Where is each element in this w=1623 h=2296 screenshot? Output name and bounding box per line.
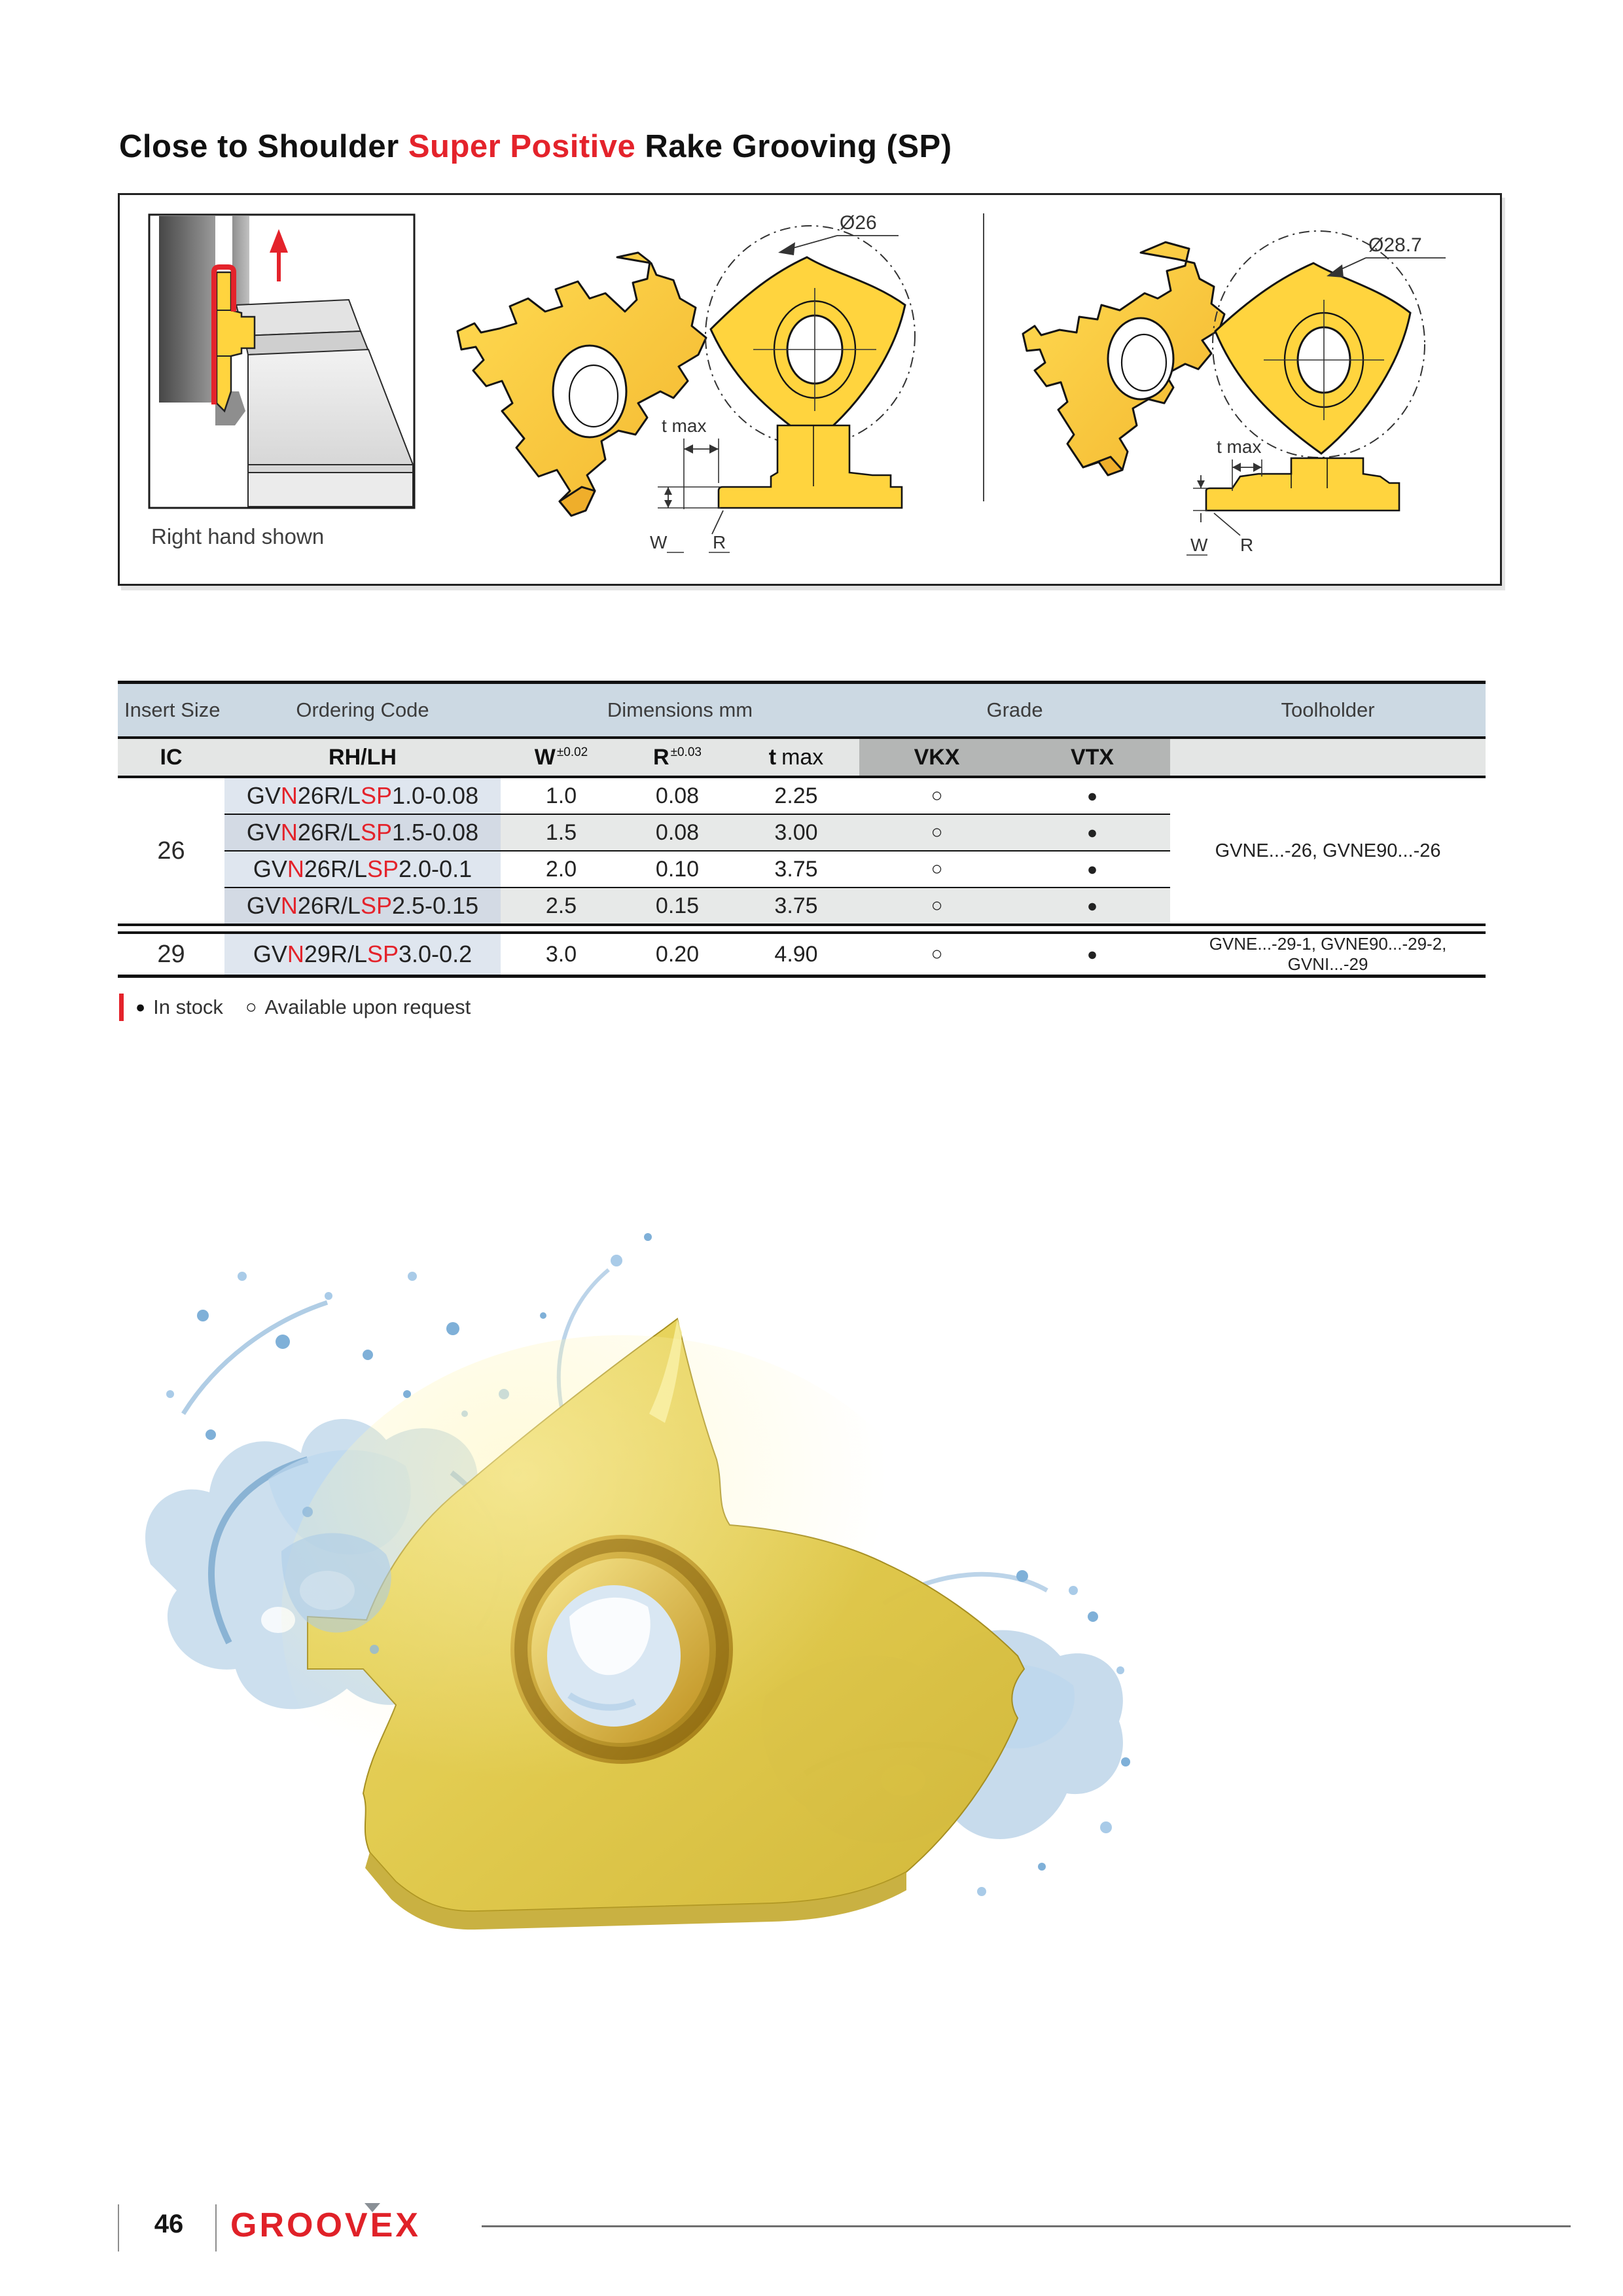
- diagram-caption: Right hand shown: [151, 524, 325, 548]
- brand-logo: GROOVEX: [230, 2206, 421, 2244]
- ordering-code: GVN26R/LSP2.0-0.1: [224, 851, 501, 888]
- col-ic: IC: [118, 738, 224, 777]
- brand-logo-triangle-icon: [365, 2203, 380, 2212]
- w-tolerance: ±0.02: [556, 745, 588, 760]
- col-toolholder-sub: [1170, 738, 1486, 777]
- w-value: 2.0: [501, 851, 622, 888]
- w-label-26: W: [650, 532, 668, 552]
- insert-profile-26: [650, 416, 902, 552]
- available-label: Available upon request: [264, 996, 471, 1018]
- page-number: 46: [154, 2210, 184, 2238]
- col-grade: Grade: [859, 683, 1170, 738]
- insert-top-view-26: [705, 212, 915, 446]
- tmax-value: 4.90: [733, 933, 859, 977]
- vkx-availability: ○: [859, 888, 1014, 925]
- r-label-29: R: [1240, 535, 1254, 555]
- vtx-availability: ●: [1014, 888, 1170, 925]
- page-title: [119, 128, 952, 165]
- footer-rule: [482, 2225, 1571, 2227]
- col-toolholder: Toolholder: [1170, 683, 1486, 738]
- col-insert-size: Insert Size: [118, 683, 224, 738]
- tmax-value: 3.75: [733, 851, 859, 888]
- vkx-availability: ○: [859, 777, 1014, 814]
- col-tmax: t max: [733, 738, 859, 777]
- svg-text:Ø28.7: Ø28.7: [1368, 234, 1422, 256]
- r-value: 0.08: [622, 777, 733, 814]
- title-black-2: Rake Grooving (SP): [635, 129, 952, 164]
- vtx-availability: ●: [1014, 851, 1170, 888]
- col-r: R $^{\pm 0.03}$: [622, 738, 733, 777]
- title-black-1: Close to Shoulder: [119, 129, 408, 164]
- w-value: 1.5: [501, 814, 622, 851]
- r-value: 0.20: [622, 933, 733, 977]
- vkx-availability: ○: [859, 851, 1014, 888]
- vtx-availability: ●: [1014, 814, 1170, 851]
- w-value: 2.5: [501, 888, 622, 925]
- insert-spec-table: [118, 681, 1486, 978]
- insert-product-photo: [111, 1198, 1139, 1964]
- vkx-availability: ○: [859, 933, 1014, 977]
- available-ring: ○: [245, 996, 257, 1018]
- vkx-availability: ○: [859, 814, 1014, 851]
- w-value: 1.0: [501, 777, 622, 814]
- tmax-label-29: t max: [1217, 437, 1262, 457]
- diameter-287-callout: [1327, 234, 1446, 278]
- in-stock-dot: ●: [135, 997, 146, 1016]
- r-tolerance: ±0.03: [670, 745, 702, 760]
- col-dimensions: Dimensions mm: [501, 683, 859, 738]
- r-label-26: R: [713, 532, 726, 552]
- title-red: Super Positive: [408, 129, 636, 164]
- r-value: 0.15: [622, 888, 733, 925]
- vtx-availability: ●: [1014, 777, 1170, 814]
- tmax-value: 2.25: [733, 777, 859, 814]
- vtx-availability: ●: [1014, 933, 1170, 977]
- ordering-code: GVN29R/LSP3.0-0.2: [224, 933, 501, 977]
- tmax-label-26: t max: [662, 416, 707, 436]
- footer-divider-2: [215, 2204, 217, 2251]
- availability-legend: [119, 994, 471, 1021]
- insert-3d-view-29: [1023, 242, 1224, 475]
- toolholder-26: GVNE...-26, GVNE90...-26: [1170, 777, 1486, 925]
- legend-red-bar: [119, 994, 124, 1021]
- r-value: 0.10: [622, 851, 733, 888]
- insert-size-26: 26: [118, 777, 224, 925]
- tmax-value: 3.75: [733, 888, 859, 925]
- r-value: 0.08: [622, 814, 733, 851]
- ordering-code: GVN26R/LSP1.5-0.08: [224, 814, 501, 851]
- group-separator: [118, 925, 1486, 933]
- col-ordering-code: Ordering Code: [224, 683, 501, 738]
- technical-diagram-graphics: [120, 195, 1504, 588]
- table-row: [118, 777, 1486, 814]
- technical-diagram-panel: [118, 193, 1502, 586]
- ordering-code: GVN26R/LSP1.0-0.08: [224, 777, 501, 814]
- table-header-row-2: [118, 738, 1486, 777]
- col-w: W $^{\pm 0.02}$: [501, 738, 622, 777]
- diameter-26-callout: [778, 212, 899, 255]
- footer-divider-1: [118, 2204, 119, 2251]
- insert-top-view-29: [1213, 231, 1446, 457]
- col-rhlh: RH/LH: [224, 738, 501, 777]
- insert-3d-view-26: [457, 253, 706, 516]
- grooving-insert-photo: [281, 1319, 1024, 1929]
- tmax-value: 3.00: [733, 814, 859, 851]
- w-value: 3.0: [501, 933, 622, 977]
- insert-spec-table-wrap: [118, 681, 1486, 978]
- col-vtx: VTX: [1014, 738, 1170, 777]
- table-header-row-1: [118, 683, 1486, 738]
- machining-illustration: [149, 215, 414, 508]
- toolholder-29: GVNE...-29-1, GVNE90...-29-2, GVNI...-29: [1170, 933, 1486, 977]
- ordering-code: GVN26R/LSP2.5-0.15: [224, 888, 501, 925]
- svg-text:Ø26: Ø26: [840, 212, 877, 234]
- in-stock-label: In stock: [153, 996, 223, 1018]
- w-label-29: W: [1190, 535, 1208, 555]
- insert-size-29: 29: [118, 933, 224, 977]
- table-row: [118, 933, 1486, 977]
- col-vkx: VKX: [859, 738, 1014, 777]
